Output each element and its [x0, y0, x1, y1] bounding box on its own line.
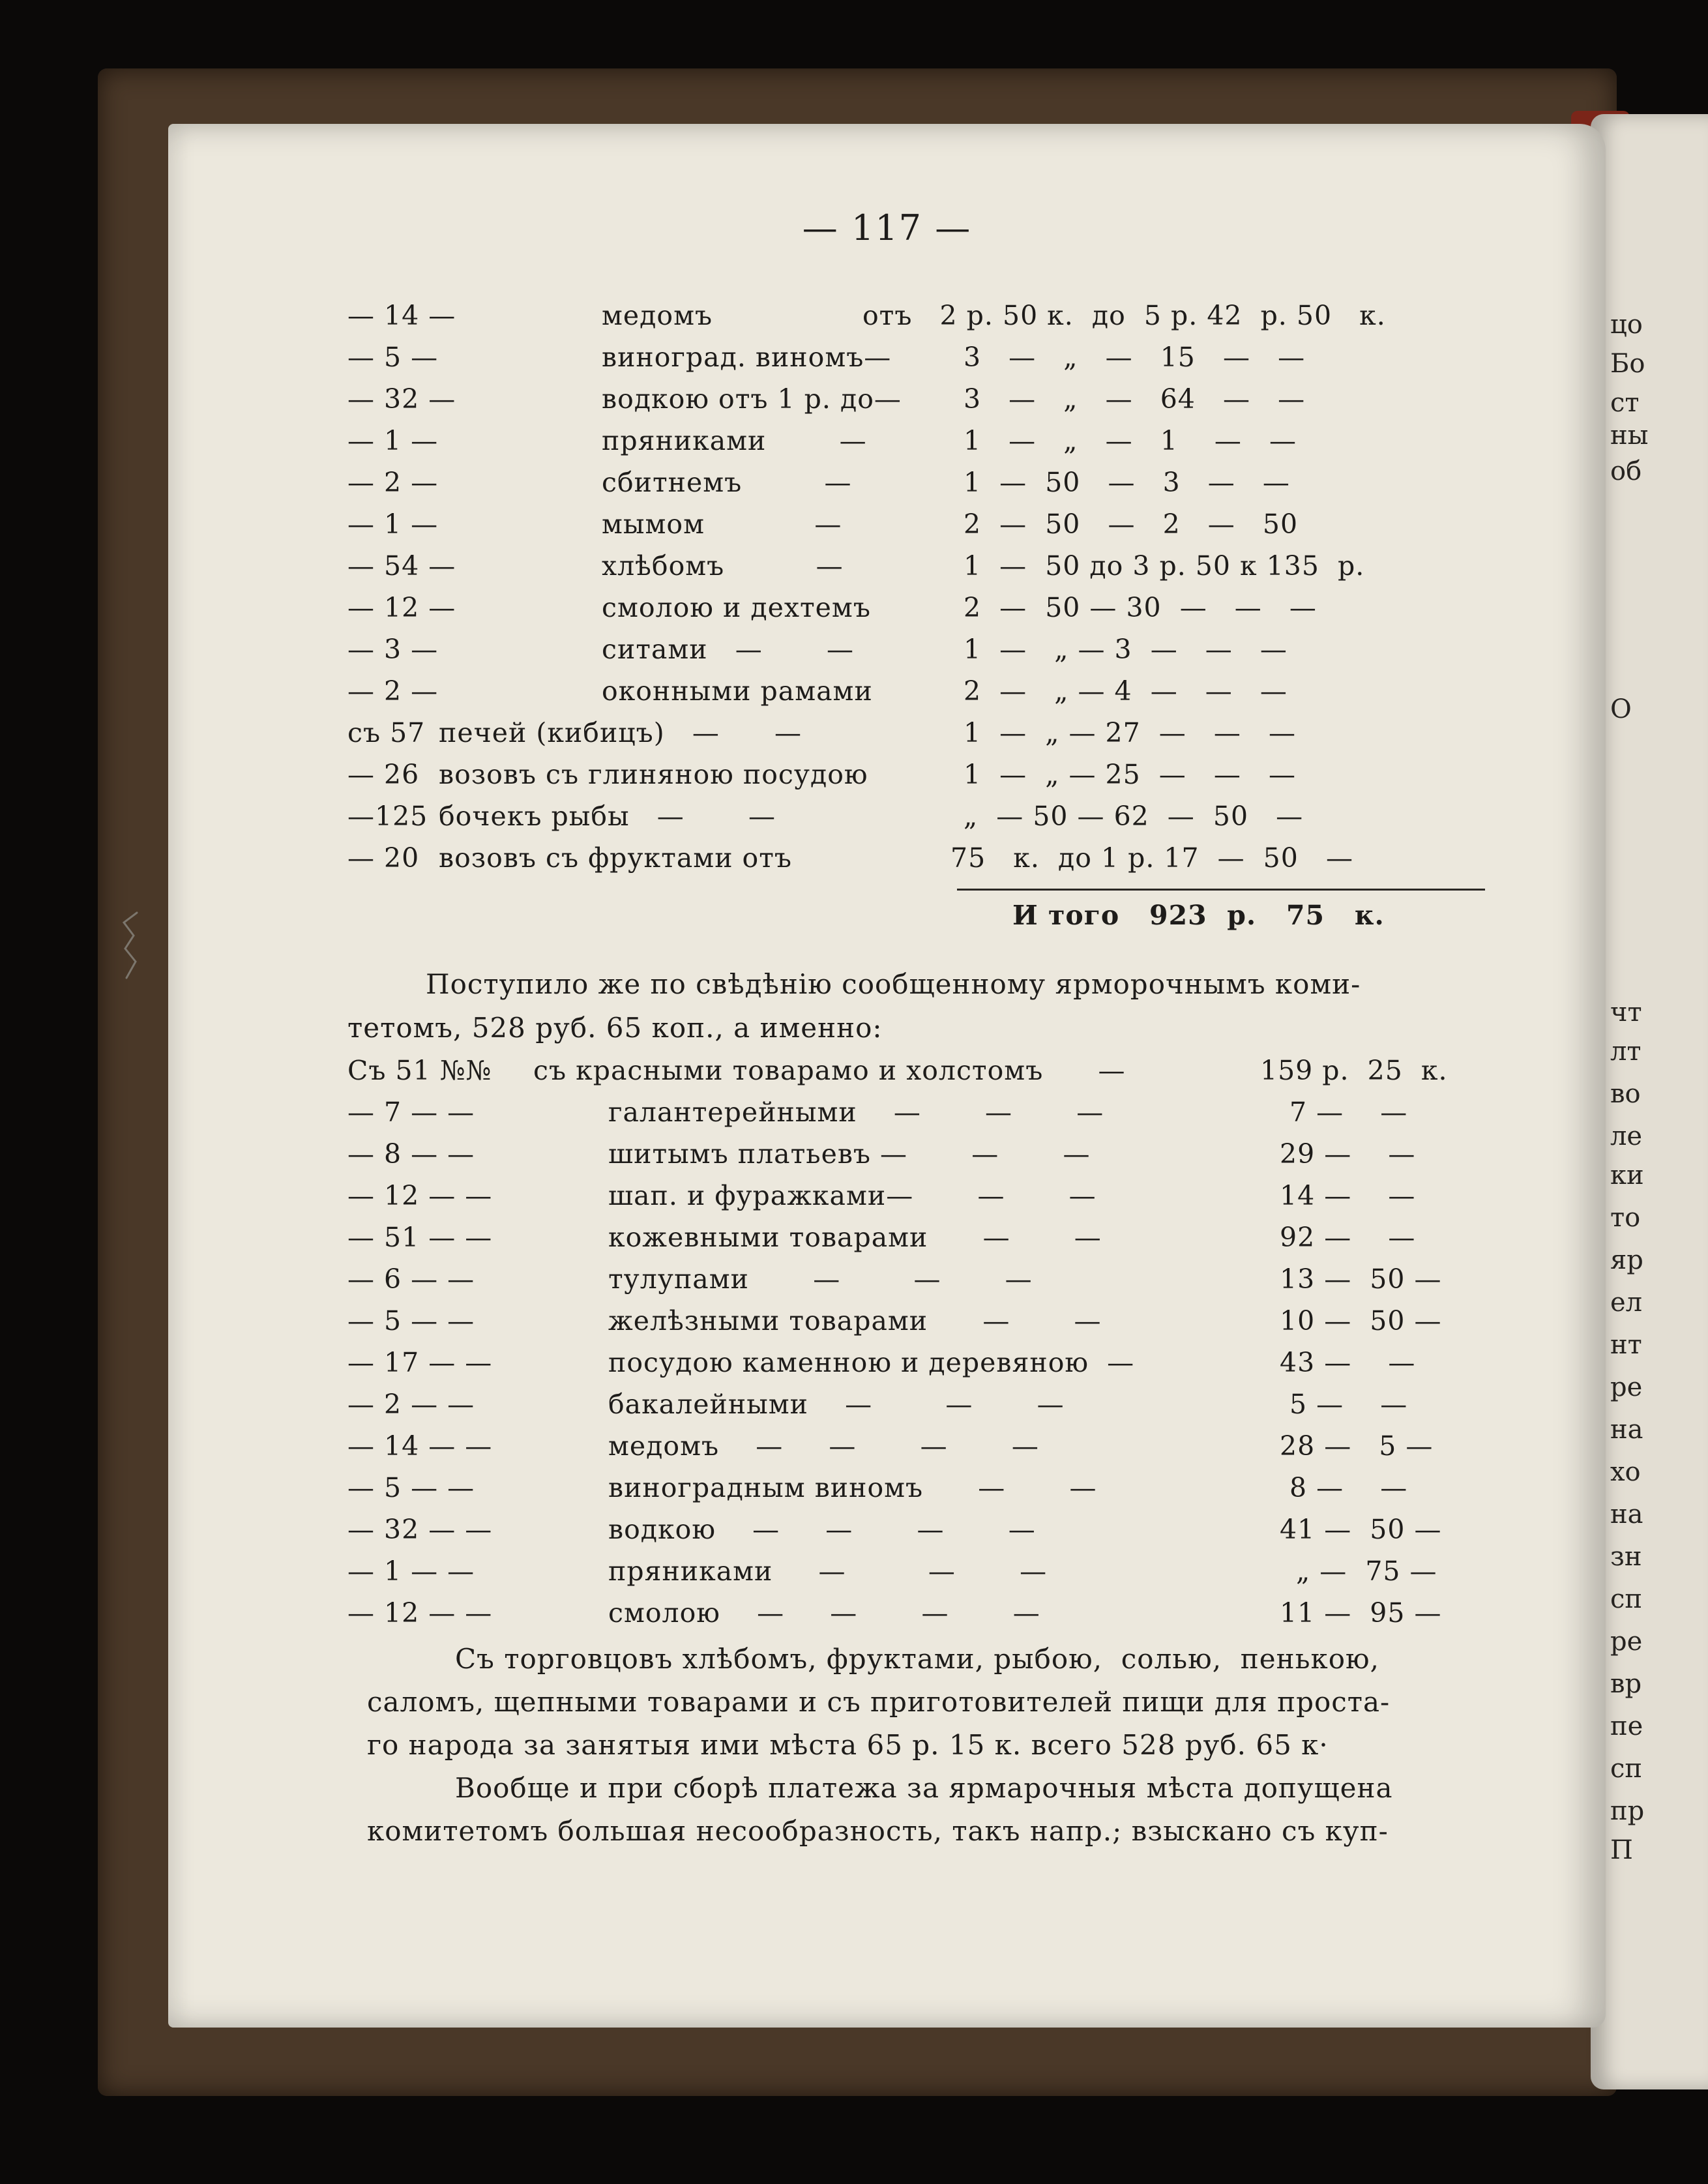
facing-text: на	[1610, 1499, 1643, 1529]
facing-text: цо	[1610, 310, 1643, 340]
facing-text: ре	[1610, 1627, 1643, 1657]
row-count: — 7 — —	[347, 1097, 475, 1128]
row-count: — 14 —	[347, 300, 456, 331]
row-rate: 1 — „ — 1 — —	[964, 425, 1297, 456]
facing-text: яр	[1610, 1245, 1643, 1275]
row-item: печей (кибицъ) — —	[439, 717, 802, 748]
row-count: — 3 —	[347, 634, 439, 665]
row-count: —125	[347, 801, 428, 832]
row-rate: 75 к. до 1 р. 17 — 50 —	[950, 842, 1353, 874]
row-sum: 41 — 50 —	[1280, 1514, 1442, 1545]
row-item: водкою — — — —	[608, 1514, 1036, 1545]
row-count: — 2 — —	[347, 1389, 475, 1420]
row-rate: 1 — „ — 25 — — —	[964, 759, 1296, 790]
facing-text: ны	[1610, 421, 1649, 450]
facing-text: об	[1610, 456, 1642, 486]
row-rate: 1 — 50 — 3 — —	[964, 467, 1290, 498]
row-count: — 12 — —	[347, 1597, 493, 1629]
paragraph-line: Вообще и при сборѣ платежа за ярмарочныя мѣста допущена	[455, 1772, 1393, 1804]
row-item: оконными рамами	[602, 675, 873, 707]
facing-text: ел	[1610, 1288, 1643, 1318]
row-count: — 17 — —	[347, 1347, 493, 1378]
facing-text: нт	[1610, 1330, 1642, 1360]
row-count: съ 57	[347, 717, 426, 748]
facing-text: то	[1610, 1203, 1641, 1233]
paragraph-line: тетомъ, 528 руб. 65 коп., а именно:	[347, 1012, 883, 1044]
row-sum: 92 — —	[1280, 1222, 1416, 1253]
row-count: — 6 — —	[347, 1263, 475, 1295]
row-sum: 14 — —	[1280, 1180, 1416, 1211]
row-item: медомъ	[602, 300, 713, 331]
row-item: виноград. виномъ—	[602, 342, 892, 373]
row-count: — 2 —	[347, 467, 439, 498]
facing-text: лт	[1610, 1037, 1642, 1067]
row-item: виноградным виномъ — —	[608, 1472, 1097, 1503]
row-rate: 1 — „ — 27 — — —	[964, 717, 1296, 748]
row-count: — 12 — —	[347, 1180, 493, 1211]
facing-text: сп	[1610, 1584, 1643, 1614]
row-item: ситами — —	[602, 634, 854, 665]
row-item: съ красными товарамо и холстомъ —	[533, 1055, 1126, 1086]
row-count: — 32 —	[347, 383, 456, 415]
row-item: сбитнемъ —	[602, 467, 852, 498]
row-count: — 12 —	[347, 592, 456, 623]
row-count: — 51 — —	[347, 1222, 493, 1253]
facing-text: сп	[1610, 1754, 1643, 1784]
row-item: бакалейными — — —	[608, 1389, 1065, 1420]
paragraph-line: го народа за занятыя ими мѣста 65 р. 15 к. всего 528 руб. 65 к·	[367, 1729, 1329, 1761]
row-item: пряниками —	[602, 425, 867, 456]
row-sum: 29 — —	[1280, 1138, 1416, 1170]
row-count: — 5 —	[347, 342, 439, 373]
facing-text: хо	[1610, 1457, 1641, 1487]
facing-text: ст	[1610, 388, 1640, 418]
row-rate: 3 — „ — 64 — —	[964, 383, 1306, 415]
paragraph-line: комитетомъ большая несообразность, такъ напр.; взыскано съ куп-	[367, 1815, 1389, 1847]
facing-text: ки	[1610, 1160, 1644, 1190]
facing-text: чт	[1610, 997, 1642, 1027]
row-item: возовъ съ глиняною посудою	[439, 759, 868, 790]
row-item: медомъ — — — —	[608, 1430, 1039, 1462]
row-item: смолою и дехтемъ	[602, 592, 871, 623]
row-item: желѣзными товарами — —	[608, 1305, 1102, 1336]
row-rate: 3 — „ — 15 — —	[964, 342, 1306, 373]
row-item: шитымъ платьевъ — — —	[608, 1138, 1091, 1170]
facing-text: ле	[1610, 1121, 1643, 1151]
facing-text: на	[1610, 1415, 1643, 1445]
row-sum: 7 — —	[1289, 1097, 1408, 1128]
facing-text: О	[1610, 694, 1632, 724]
row-sum: „ — 75 —	[1296, 1556, 1437, 1587]
facing-text: во	[1610, 1079, 1641, 1109]
row-item: смолою — — — —	[608, 1597, 1040, 1629]
row-count: — 32 — —	[347, 1514, 493, 1545]
row-item: водкою отъ 1 р. до—	[602, 383, 902, 415]
row-item: пряниками — — —	[608, 1556, 1048, 1587]
row-item: бочекъ рыбы — —	[439, 801, 776, 832]
row-item: посудою каменною и деревяною —	[608, 1347, 1135, 1378]
page-number: — 117 —	[802, 207, 972, 248]
row-item: галантерейными — — —	[608, 1097, 1104, 1128]
row-count: — 14 — —	[347, 1430, 493, 1462]
row-sum: 5 — —	[1289, 1389, 1408, 1420]
facing-text: Бо	[1610, 349, 1645, 379]
row-sum: 28 — 5 —	[1280, 1430, 1434, 1462]
facing-text: зн	[1610, 1542, 1642, 1572]
row-sum: 159 р. 25 к.	[1260, 1055, 1448, 1086]
facing-page	[1591, 114, 1708, 2089]
row-item: тулупами — — —	[608, 1263, 1033, 1295]
row-item: хлѣбомъ —	[602, 550, 844, 582]
row-count: — 5 — —	[347, 1305, 475, 1336]
pencil-mark	[117, 909, 143, 981]
row-count: — 54 —	[347, 550, 456, 582]
paragraph-line: Поступило же по свѣдѣнію сообщенному ярморочнымъ коми-	[426, 968, 1361, 1000]
row-count: — 5 — —	[347, 1472, 475, 1503]
table-total: И того 923 р. 75 к.	[1012, 900, 1385, 931]
row-rate: „ — 50 — 62 — 50 —	[964, 801, 1304, 832]
row-count: — 20	[347, 842, 420, 874]
row-count: — 26	[347, 759, 420, 790]
row-item: кожевными товарами — —	[608, 1222, 1102, 1253]
row-sum: 13 — 50 —	[1280, 1263, 1442, 1295]
facing-text: пр	[1610, 1796, 1645, 1826]
facing-text: П	[1610, 1835, 1633, 1865]
row-sum: 43 — —	[1280, 1347, 1416, 1378]
row-item: шап. и фуражками— — —	[608, 1180, 1097, 1211]
row-rate: 2 — 50 — 2 — 50	[964, 509, 1299, 540]
facing-text: вр	[1610, 1669, 1642, 1699]
facing-text: ре	[1610, 1372, 1643, 1402]
row-count: — 1 —	[347, 509, 439, 540]
row-count: — 8 — —	[347, 1138, 475, 1170]
facing-text: пе	[1610, 1711, 1643, 1741]
row-item: возовъ съ фруктами отъ	[439, 842, 793, 874]
row-count: — 1 — —	[347, 1556, 475, 1587]
row-rate: 2 — „ — 4 — — —	[964, 675, 1288, 707]
row-count: — 1 —	[347, 425, 439, 456]
row-sum: 10 — 50 —	[1280, 1305, 1442, 1336]
row-count: Съ 51 №№	[347, 1055, 492, 1086]
row-item: мымом —	[602, 509, 842, 540]
row-rate: 1 — „ — 3 — — —	[964, 634, 1288, 665]
row-rate: 2 — 50 — 30 — — —	[964, 592, 1317, 623]
row-rate: отъ 2 р. 50 к. до 5 р. 42 р. 50 к.	[862, 300, 1386, 331]
paragraph-line: саломъ, щепными товарами и съ приготовителей пищи для проста-	[367, 1686, 1391, 1718]
book-page	[168, 124, 1606, 2028]
row-count: — 2 —	[347, 675, 439, 707]
row-sum: 11 — 95 —	[1280, 1597, 1442, 1629]
row-sum: 8 — —	[1289, 1472, 1408, 1503]
row-rate: 1 — 50 до 3 р. 50 к 135 р.	[964, 550, 1365, 582]
total-rule	[957, 889, 1485, 891]
paragraph-line: Съ торговцовъ хлѣбомъ, фруктами, рыбою, солью, пенькою,	[455, 1643, 1379, 1675]
